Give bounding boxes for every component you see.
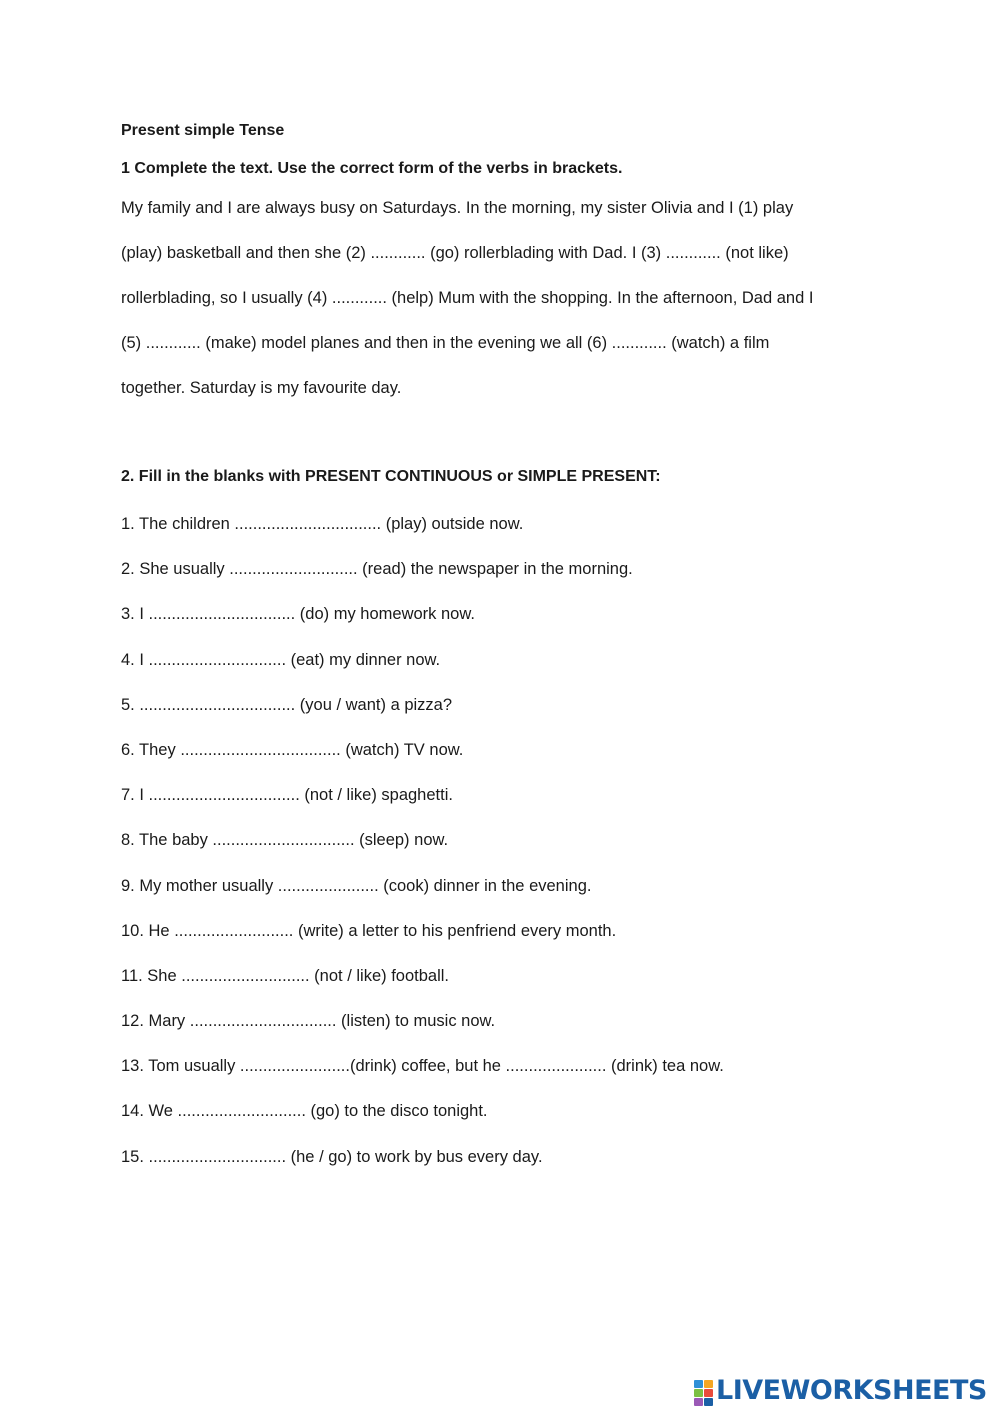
exercise-item: 10. He .......................... (write) a letter to his penfriend every month. — [121, 921, 617, 940]
page-title: Present simple Tense — [121, 122, 285, 139]
section1-paragraph — [121, 196, 813, 421]
exercise-item: 8. The baby ............................... (sleep) now. — [121, 831, 449, 850]
section1-heading: 1 Complete the text. Use the correct form of the verbs in brackets. — [121, 160, 623, 177]
liveworksheets-logo[interactable] — [694, 1374, 987, 1408]
exercise-item: 7. I ................................. (not / like) spaghetti. — [121, 786, 453, 805]
exercise-item: 3. I ................................ (do) my homework now. — [121, 605, 475, 624]
exercise-item: 13. Tom usually ........................(drink) coffee, but he ...................... (drink) tea now. — [121, 1057, 724, 1076]
exercise-item: 4. I .............................. (eat) my dinner now. — [121, 650, 441, 669]
logo-mark-square — [694, 1389, 703, 1397]
logo-mark-square — [694, 1398, 703, 1406]
exercise-item: 15. .............................. (he / go) to work by bus every day. — [121, 1147, 543, 1166]
exercise-item: 2. She usually ............................ (read) the newspaper in the morning. — [121, 560, 633, 579]
paragraph-line: rollerblading, so I usually (4) ............ (help) Mum with the shopping. In the afternoon, Dad and I — [121, 289, 814, 307]
paragraph-line: together. Saturday is my favourite day. — [121, 379, 402, 397]
exercise-list — [121, 512, 724, 1190]
exercise-item: 5. .................................. (you / want) a pizza? — [121, 695, 453, 714]
paragraph-line: My family and I are always busy on Saturdays. In the morning, my sister Olivia and I (1) play — [121, 199, 794, 217]
paragraph-line: (play) basketball and then she (2) ............ (go) rollerblading with Dad. I (3) ............ (not like) — [121, 244, 789, 262]
exercise-item: 6. They ................................... (watch) TV now. — [121, 740, 464, 759]
liveworksheets-logo-icon — [694, 1378, 714, 1404]
logo-mark-square — [704, 1389, 713, 1397]
exercise-item: 14. We ............................ (go) to the disco tonight. — [121, 1102, 488, 1121]
exercise-item: 11. She ............................ (not / like) football. — [121, 966, 449, 985]
exercise-item: 9. My mother usually ...................... (cook) dinner in the evening. — [121, 876, 592, 895]
section2-heading: 2. Fill in the blanks with PRESENT CONTINUOUS or SIMPLE PRESENT: — [121, 468, 661, 485]
logo-mark-square — [704, 1398, 713, 1406]
logo-mark-square — [694, 1380, 703, 1388]
logo-mark-square — [704, 1380, 713, 1388]
paragraph-line: (5) ............ (make) model planes and then in the evening we all (6) ............ (watch) a film — [121, 334, 770, 352]
exercise-item: 1. The children ................................ (play) outside now. — [121, 515, 524, 533]
logo-text: LIVEWORKSHEETS — [716, 1375, 987, 1406]
exercise-item: 12. Mary ................................ (listen) to music now. — [121, 1012, 496, 1031]
